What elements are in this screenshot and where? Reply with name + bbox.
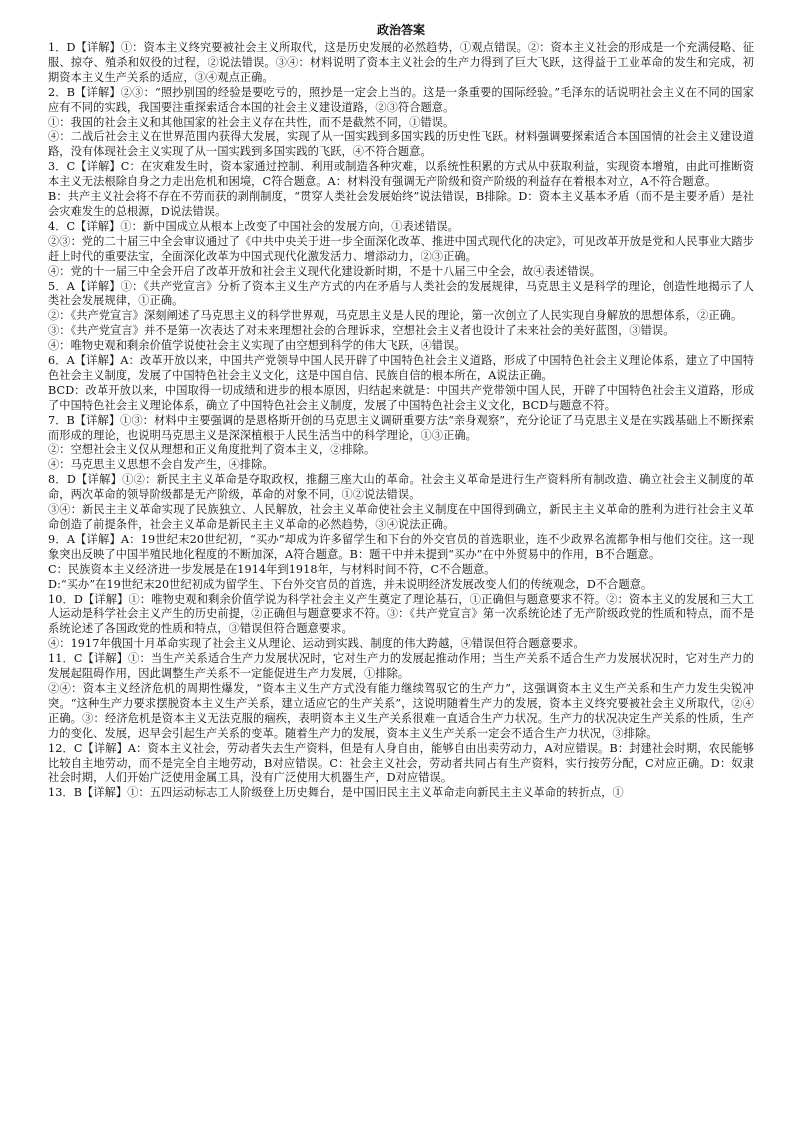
answer-paragraph: 10．D【详解】①：唯物史观和剩余价值学说为科学社会主义产生奠定了理论基石，①正确但与题意要求不符。②：资本主义的发展和三大工人运动是科学社会主义产生的历史前提，②正确但与题意要求不符。③：《共产党宣言》第一次系统论述了无产阶级政党的性质和特点，而不是系统论述了各国政党的性质和特点，③错误但符合题意要求。 — [48, 592, 754, 636]
answer-paragraph: 9．A【详解】A：19世纪末20世纪初，“买办”却成为许多留学生和下台的外交官员的首选职业，连不少政界名流都争相与他们交往。这一现象突出反映了中国半殖民地化程度的不断加深，A符合题意。B：题干中并未提到“买办”在中外贸易中的作用，B不合题意。 — [48, 532, 754, 561]
answer-paragraph: D:“买办”在19世纪末20世纪初成为留学生、下台外交官员的首选，并未说明经济发展改变人们的传统观念，D不合题意。 — [48, 577, 653, 591]
answer-paragraph: ③：《共产党宣言》并不是第一次表达了对未来理想社会的合理诉求，空想社会主义者也设计了未来社会的美好蓝图，③错误。 — [48, 324, 675, 338]
answer-paragraph: 4．C【详解】①：新中国成立从根本上改变了中国社会的发展方向，①表述错误。 — [48, 219, 459, 233]
answer-paragraph: 5．A【详解】①：《共产党宣言》分析了资本主义生产方式的内在矛盾与人类社会的发展规律，马克思主义是科学的理论，创造性地揭示了人类社会发展规律，①正确。 — [48, 279, 754, 308]
answer-paragraph: ①：我国的社会主义和其他国家的社会主义存在共性，而不是截然不同，①错误。 — [48, 115, 455, 129]
answer-paragraph: 6．A【详解】A：改革开放以来，中国共产党领导中国人民开辟了中国特色社会主义道路，形成了中国特色社会主义理论体系，建立了中国特色社会主义制度，发展了中国特色社会主义文化，这是中国自信、民族自信的根本所在，A说法正确。 — [48, 354, 754, 382]
answer-paragraph: ④：党的十一届三中全会开启了改革开放和社会主义现代化建设新时期，不是十八届三中全会，故④表述错误。 — [48, 264, 602, 278]
answer-paragraph: 13．B【详解】①：五四运动标志工人阶级登上历史舞台，是中国旧民主主义革命走向新民主主义革命的转折点，① — [48, 786, 624, 800]
answer-paragraph: ④：唯物史观和剩余价值学说使社会主义实现了由空想到科学的伟大飞跃，④错误。 — [48, 339, 466, 353]
answer-content — [48, 41, 754, 801]
answer-paragraph: C：民族资本主义经济进一步发展是在1914年到1918年，与材料时间不符，C不合题意。 — [48, 562, 496, 576]
answer-paragraph: 3．C【详解】C：在灾难发生时，资本家通过控制、利用或制造各种灾难，以系统性积累的方式从中获取利益，实现资本增殖，由此可推断资本主义无法根除自身之力走出危机和困境，C符合题意。A：材料没有强调无产阶级和资产阶级的利益存在着根本对立，A不符合题意。 — [48, 160, 754, 189]
answer-paragraph: ②：空想社会主义仅从理想和正义角度批判了资本主义，②排除。 — [48, 443, 376, 457]
answer-paragraph: 12．C【详解】A：资本主义社会，劳动者失去生产资料，但是有人身自由，能够自由出卖劳动力，A对应错误。B：封建社会时期，农民能够比较自主地劳动，而不是完全自主地劳动，B对应错误。C：社会主义社会，劳动者共同占有生产资料，实行按劳分配，C对应正确。D：奴隶社会时期，人们开始广泛使用金属工具，没有广泛使用大机器生产，D对应错误。 — [48, 741, 754, 785]
answer-paragraph: 11．C【详解】①：当生产关系适合生产力发展状况时，它对生产力的发展起推动作用；当生产关系不适合生产力发展状况时，它对生产力的发展起阻碍作用，因此调整生产关系不一定能促进生产力发展，①排除。 — [48, 652, 754, 681]
answer-paragraph: ④：马克思主义思想不会自发产生，④排除。 — [48, 458, 274, 472]
answer-paragraph: B：共产主义社会将不存在不劳而获的剥削制度，“贯穿人类社会发展始终”说法错误，B排除。D：资本主义基本矛盾（而不是主要矛盾）是社会灾难发生的总根源，D说法错误。 — [48, 190, 754, 218]
answer-paragraph: ③④：新民主主义革命实现了民族独立、人民解放，社会主义革命使社会主义制度在中国得到确立，新民主主义革命的胜利为进行社会主义革命创造了前提条件，社会主义革命是新民主主义革命的必然趋势，③④说法正确。 — [48, 503, 754, 531]
page-title: 政治答案 — [376, 23, 425, 37]
answer-paragraph: ④：1917年俄国十月革命实现了社会主义从理论、运动到实践、制度的伟大跨越，④错误但符合题意要求。 — [48, 637, 585, 651]
answer-paragraph: 1．D【详解】①：资本主义终究要被社会主义所取代，这是历史发展的必然趋势，①观点错误。②：资本主义社会的形成是一个充满侵略、征服、掠夺、殖杀和奴役的过程，②说法错误。③④：材料说明了资本主义社会的生产力得到了巨大飞跃，这得益于工业革命的发生和完成，初期资本主义生产关系的适应，③④观点正确。 — [48, 41, 754, 84]
answer-paragraph: ②④：资本主义经济危机的周期性爆发，“资本主义生产方式没有能力继续驾驭它的生产力”，这强调资本主义生产关系和生产力发生尖锐冲突。“这种生产力要求摆脱资本主义生产关系，建立适应它的生产关系”，这说明随着生产力的发展，资本主义终究要被社会主义所取代，②④正确。③：经济危机是资本主义无法克服的痼疾，表明资本主义生产关系很难一直适合生产力状况。生产力的状况决定生产关系的性质，生产力的变化、发展，迟早会引起生产关系的变革。随着生产力的发展，资本主义生产关系一定会不适合生产力状况，③排除。 — [48, 681, 754, 740]
answer-paragraph: 7．B【详解】①③：材料中主要强调的是恩格斯开创的马克思主义调研重要方法“亲身观察”，充分论证了马克思主义是在实践基础上不断探索而形成的理论，也说明马克思主义是深深植根于人民生活当中的科学理论，①③正确。 — [48, 413, 754, 442]
answer-paragraph: 2．B【详解】②③：“照抄别国的经验是要吃亏的，照抄是一定会上当的。这是一条重要的国际经验。”毛泽东的话说明社会主义在不同的国家应有不同的实践，我国要注重探索适合本国的社会主义建设道路，②③符合题意。 — [48, 85, 754, 114]
answer-paragraph: ②③：党的二十届三中全会审议通过了《中共中央关于进一步全面深化改革、推进中国式现代化的决定》，可见改革开放是党和人民事业大踏步赶上时代的重要法宝，全面深化改革为中国式现代化激发活力、增添动力，②③正确。 — [48, 234, 754, 263]
answer-paragraph: ②：《共产党宣言》深刻阐述了马克思主义的科学世界观，马克思主义是人民的理论，第一次创立了人民实现自身解放的思想体系，②正确。 — [48, 309, 743, 323]
answer-paragraph: ④：二战后社会主义在世界范围内获得大发展，实现了从一国实践到多国实践的历史性飞跃。材料强调要探索适合本国国情的社会主义建设道路，没有体现社会主义实现了从一国实践到多国实践的飞跃，④不符合题意。 — [48, 130, 754, 159]
answer-paragraph: BCD：改革开放以来，中国取得一切成绩和进步的根本原因，归结起来就是：中国共产党带领中国人民，开辟了中国特色社会主义道路，形成了中国特色社会主义理论体系，确立了中国特色社会主义制度，发展了中国特色社会主义文化，BCD与题意不符。 — [48, 383, 754, 412]
answer-paragraph: 8．D【详解】①②：新民主主义革命是夺取政权，推翻三座大山的革命。社会主义革命是进行生产资料所有制改造、确立社会主义制度的革命，两次革命的领导阶级都是无产阶级，革命的对象不同，①②说法错误。 — [48, 473, 754, 502]
